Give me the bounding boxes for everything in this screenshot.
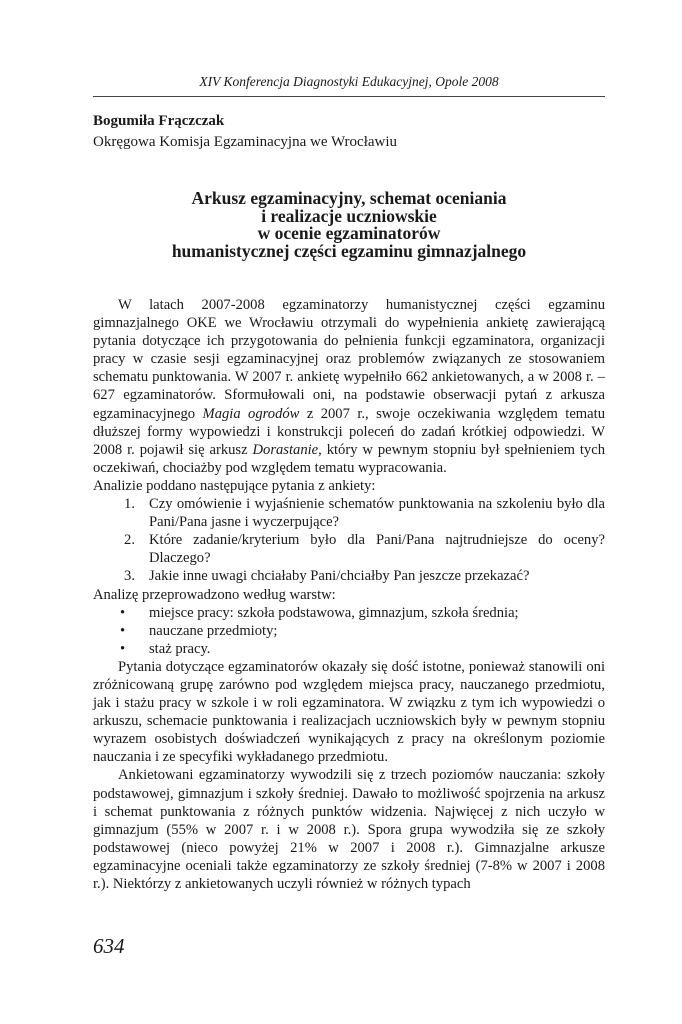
text-run: z 2007 r., swoje oczekiwania względem tematu dłuższej formy wypowiedzi i konstrukcji poleceń do zadań krótkiej odpowiedzi. W 2008 r. pojawił się arkusz <box>93 405 605 458</box>
author-affiliation: Okręgowa Komisja Egzaminacyjna we Wrocławiu <box>93 134 398 150</box>
list-item-text: staż pracy. <box>149 640 211 657</box>
title-line: Arkusz egzaminacyjny, schemat oceniania <box>191 188 507 208</box>
list-item <box>93 495 605 531</box>
bullet-item <box>93 604 605 622</box>
paragraph-examiners: Pytania dotyczące egzaminatorów okazały się dość istotne, ponieważ stanowili oni zróżnicowaną grupę zarówno pod względem miejsca pracy, nauczanego przedmiotu, jak i stażu pracy w szkole i w roli egzaminatora. W związku z tym ich wypowiedzi o arkuszu, schemacie punktowania i realizacjach uczniowskich były w pewnym stopniu wyrazem osobistych doświadczeń wynikających z pracy na określonym poziomie nauczania i ze specyfiki wykładanego przedmiotu. <box>93 658 605 766</box>
list-item-text: Czy omówienie i wyjaśnienie schematów punktowania na szkoleniu było dla Pani/Pana jasne i wyczerpujące? <box>149 496 605 531</box>
list-number: 2. <box>124 532 135 549</box>
bullet-item <box>93 622 605 640</box>
layers-intro: Analizę przeprowadzono według warstw: <box>93 586 336 603</box>
title-line: w ocenie egzaminatorów <box>257 223 441 243</box>
paragraph-levels: Ankietowani egzaminatorzy wywodzili się z trzech poziomów nauczania: szkoły podstawowej, gimnazjum i szkoły średniej. Dawało to możliwość spojrzenia na arkusz i schemat punktowania z różnych punktów widzenia. Najwięcej z nich uczyło w gimnazjum (55% w 2007 r. i w 2008 r.). Spora grupa wywodziła się ze szkoły podstawowej (nieco powyżej 21% w 2007 i 2008 r.). Gimnazjalne arkusze egzaminacyjne oceniali także egzaminatorzy ze szkoły średniej (7-8% w 2007 i 2008 r.). Niektórzy z ankietowanych uczyli również w różnych typach <box>93 767 605 892</box>
text-run: W latach 2007-2008 egzaminatorzy humanistycznej części egzaminu gimnazjalnego OKE we Wrocławiu otrzymali do wypełnienia ankietę zawierającą pytania dotyczące ich przygotowania do pełnienia funkcji egzaminatora, organizacji pracy w czasie sesji egzaminacyjnej oraz problemów związanych ze stosowaniem schematu punktowania. W 2007 r. ankietę wypełniło 662 ankietowanych, a w 2008 r. – 627 egzaminatorów. Sformułowali oni, na podstawie obserwacji pytań z arkusza egzaminacyjnego <box>93 297 605 422</box>
paragraph-intro <box>93 296 605 477</box>
text-run-italic: Magia ogrodów <box>202 405 300 422</box>
header-rule <box>93 96 605 97</box>
list-item-text: nauczane przedmioty; <box>149 622 278 639</box>
list-item-text: Jakie inne uwagi chciałaby Pani/chciałby Pan jeszcze przekazać? <box>149 568 530 585</box>
list-number: 1. <box>124 496 135 513</box>
text-run: , który w pewnym stopniu był spełnieniem tych oczekiwań, chociażby pod względem tematu wypracowania. <box>93 441 605 476</box>
title-line: humanistycznej części egzaminu gimnazjalnego <box>171 240 527 261</box>
list-item-text: Które zadanie/kryterium było dla Pani/Pana najtrudniejsze do oceny? Dlaczego? <box>149 532 605 567</box>
title-line: i realizacje uczniowskie <box>261 205 437 226</box>
author-name: Bogumiła Frączczak <box>93 113 225 129</box>
bullet-icon: • <box>120 640 126 657</box>
list-item-text: miejsce pracy: szkoła podstawowa, gimnazjum, szkoła średnia; <box>149 604 519 621</box>
article-title <box>93 190 605 260</box>
list-item <box>93 567 605 585</box>
list-number: 3. <box>124 568 135 585</box>
questions-intro: Analizie poddano następujące pytania z ankiety: <box>93 477 376 494</box>
bullet-icon: • <box>120 622 126 639</box>
list-item <box>93 531 605 567</box>
article-body <box>93 296 605 893</box>
bullet-icon: • <box>120 604 126 621</box>
bullet-item <box>93 640 605 658</box>
page-number: 634 <box>93 934 125 958</box>
running-header: XIV Konferencja Diagnostyki Edukacyjnej, Opole 2008 <box>199 74 499 89</box>
text-run-italic: Dorastanie <box>252 441 319 458</box>
